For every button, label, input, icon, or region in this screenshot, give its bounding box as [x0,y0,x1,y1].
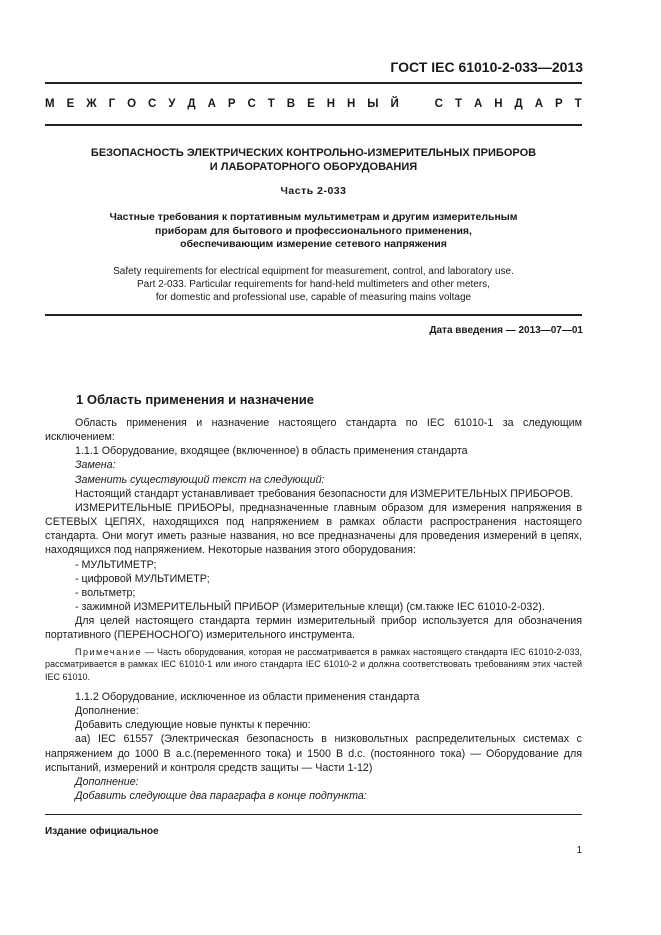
section-heading: 1 Область применения и назначение [76,392,315,407]
paragraph: Добавить следующие два параграфа в конце подпункта: [75,790,367,803]
english-title [60,265,567,304]
letter: Ж [86,98,97,110]
title-line: БЕЗОПАСНОСТЬ ЭЛЕКТРИЧЕСКИХ КОНТРОЛЬНО-ИЗМЕРИТЕЛЬНЫХ ПРИБОРОВ [90,147,537,159]
list-item: - МУЛЬТИМЕТР; [75,558,157,571]
edition-label: Издание официальное [45,826,159,837]
letter: С [148,98,157,110]
list-item: - вольтметр; [75,586,136,599]
subclause-heading: 1.1.1 Оборудование, входящее (включенное) в область применения стандарта [75,445,468,458]
letter: С [247,98,256,110]
interstate-standard-label [45,98,582,110]
note-label: Примечание [75,646,143,657]
letter: Т [454,98,462,110]
page-number: 1 [576,845,582,856]
footer-rule [45,814,582,815]
letter: С [434,98,443,110]
note-text: — Часть оборудования, которая не рассматривается в рамках настоящего стандарта IEC 61010-2-033, рассматривается в рамках IEC 61010-1 или иного стандарта IEC 61010-2 и должна соответствовать требованиям этих частей IEC 61010. [45,646,582,682]
letter: Н [494,98,503,110]
letter: Е [66,98,75,110]
list-item: - зажимной ИЗМЕРИТЕЛЬНЫЙ ПРИБОР (Измерительные клещи) (см.также IEC 61010-2-032). [75,601,545,614]
paragraph: Дополнение: [75,775,139,788]
letter: Д [187,98,196,110]
letter: У [168,98,176,110]
note [45,646,582,684]
english-title-line: for domestic and professional use, capable of measuring mains voltage [155,292,472,303]
letter: Р [554,98,563,110]
paragraph: ИЗМЕРИТЕЛЬНЫЕ ПРИБОРЫ, предназначенные главным образом для измерения напряжения в СЕТЕВЫХ ЦЕПЯХ, находящихся под напряжением в рамках области распространения настоящего стандарта. Они могут иметь разные названия, но все предназначены для проведения измерений в цепях, находящихся под напряжением. Некоторые названия этого оборудования: [45,501,582,557]
letter: М [45,98,55,110]
subtitle-line: обеспечивающим измерение сетевого напряжения [180,238,447,250]
letter: А [473,98,483,110]
title-line: И ЛАБОРАТОРНОГО ОБОРУДОВАНИЯ [209,160,418,173]
letter: Д [514,98,523,110]
letter: А [207,98,216,110]
standard-code: ГОСТ IEC 61010-2-033—2013 [390,59,583,75]
letter: Н [346,98,356,110]
letter: Г [108,98,116,110]
paragraph: Дополнение: [75,705,139,718]
letter: Н [326,98,336,110]
english-title-line: Safety requirements for electrical equipment for measurement, control, and laboratory use. [113,266,514,277]
introduction-date: Дата введения — 2013—07—01 [429,325,583,336]
letter: А [534,98,543,110]
paragraph: аа) IEC 61557 (Электрическая безопасность в низковольтных распределительных системах с напряжением до 1000 В a.c.(переменного тока) и 1500 В d.c. (постоянного тока) — Оборудование для испытаний, измерений и контроля средств защиты — Части 1-12) [45,733,582,774]
document-subtitle [60,211,567,252]
subclause-heading: 1.1.2 Оборудование, исключенное из области применения стандарта [75,691,420,703]
section-body [45,416,582,803]
paragraph: Для целей настоящего стандарта термин измерительный прибор используется для обозначения портативного (ПЕРЕНОСНОГО) измерительного инструмента. [45,615,582,642]
document-title [60,147,567,174]
paragraph: Добавить следующие новые пункты к перечню: [75,719,311,732]
letter: Т [574,98,582,110]
letter: О [127,98,137,110]
letter: Й [390,98,399,110]
interstate-rule [45,124,582,126]
letter: Ы [367,98,379,110]
subtitle-line: приборам для бытового и профессионального применения, [155,224,472,237]
letter: Т [267,98,275,110]
letter: Р [227,98,236,110]
title-rule [45,314,582,316]
subtitle-line: Частные требования к портативным мультиметрам и другим измерительным [109,211,518,223]
paragraph: Настоящий стандарт устанавливает требования безопасности для ИЗМЕРИТЕЛЬНЫХ ПРИБОРОВ. [75,487,574,500]
paragraph: Замена: [75,459,116,472]
paragraph: Заменить существующий текст на следующий: [75,473,325,486]
list-item: - цифровой МУЛЬТИМЕТР; [75,572,210,585]
english-title-line: Part 2-033. Particular requirements for hand-held multimeters and other meters, [137,279,490,290]
paragraph: Область применения и назначение настоящего стандарта по IEC 61010-1 за следующим исключением: [45,417,582,444]
top-rule [45,82,582,84]
letter: В [286,98,296,110]
part-number: Часть 2-033 [280,185,347,197]
letter: Е [307,98,315,110]
